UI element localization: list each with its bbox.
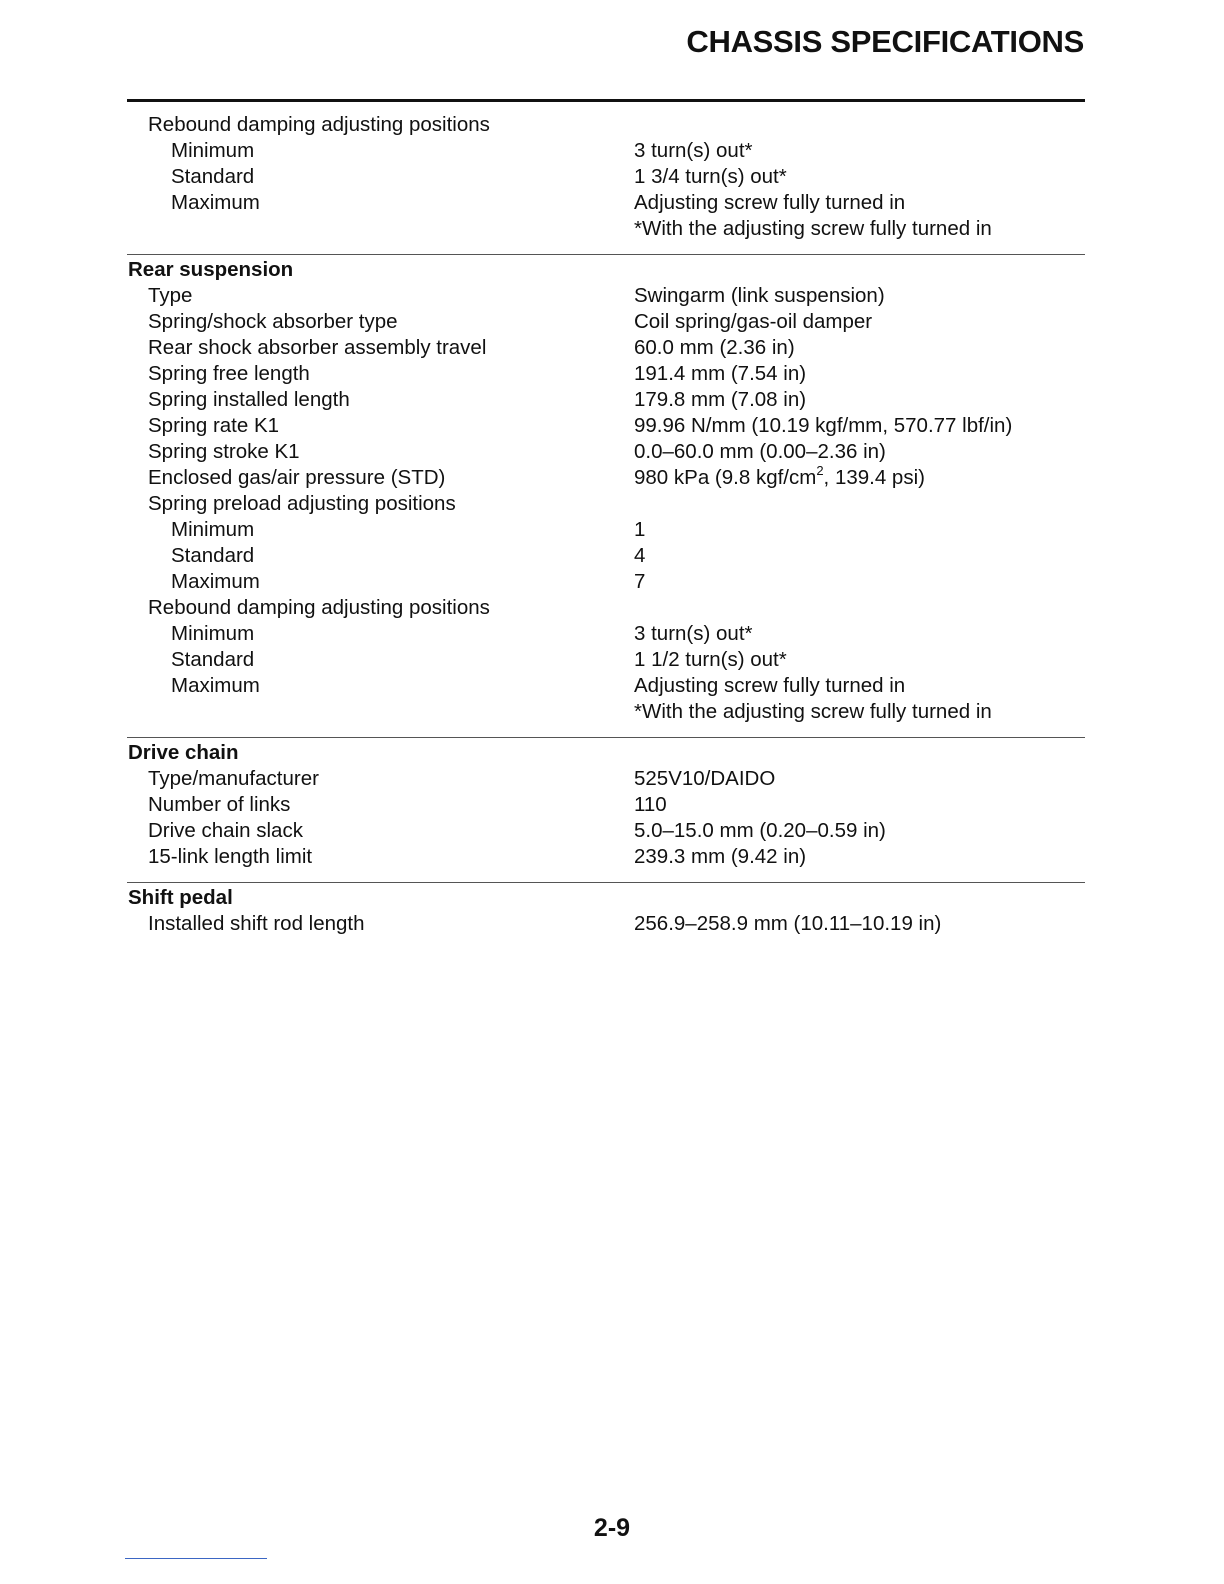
spec-row: [127, 699, 1085, 725]
spec-row: [127, 818, 1085, 844]
superscript-value: 2: [816, 463, 824, 478]
spec-value: [634, 465, 925, 491]
spec-note: *With the adjusting screw fully turned in: [634, 217, 992, 240]
spec-row: [127, 439, 1085, 465]
spec-row: [127, 595, 1085, 621]
spec-label: Maximum: [171, 674, 260, 697]
spec-row: [127, 309, 1085, 335]
spec-label: Minimum: [171, 518, 255, 541]
spec-value: Swingarm (link suspension): [634, 284, 885, 307]
spec-row: [127, 112, 1085, 138]
spec-table: [127, 112, 1085, 937]
spec-value: 3 turn(s) out*: [634, 622, 753, 645]
spec-label: 15-link length limit: [148, 845, 313, 868]
spec-row: [127, 164, 1085, 190]
spec-label: Spring/shock absorber type: [148, 310, 398, 333]
spec-label: Standard: [171, 165, 255, 188]
section-heading: Rear suspension: [128, 258, 294, 281]
spec-value: 1: [634, 518, 646, 541]
section-divider: [127, 882, 1085, 883]
spec-label: Standard: [171, 648, 255, 671]
spec-row: [127, 569, 1085, 595]
spec-note: *With the adjusting screw fully turned in: [634, 700, 992, 723]
spec-value: 5.0–15.0 mm (0.20–0.59 in): [634, 819, 886, 842]
spec-row: [127, 190, 1085, 216]
spec-value: 60.0 mm (2.36 in): [634, 336, 795, 359]
spec-row: [127, 138, 1085, 164]
spec-value: 1 3/4 turn(s) out*: [634, 165, 787, 188]
section-heading-shift-pedal: [127, 885, 1085, 911]
spec-label: Rebound damping adjusting positions: [148, 596, 490, 619]
spec-label: Spring installed length: [148, 388, 350, 411]
spec-row: [127, 647, 1085, 673]
spec-row: [127, 216, 1085, 242]
spec-row: [127, 465, 1085, 491]
spec-row: [127, 673, 1085, 699]
spec-label: Minimum: [171, 139, 255, 162]
spec-value: 525V10/DAIDO: [634, 767, 776, 790]
spec-value: 191.4 mm (7.54 in): [634, 362, 807, 385]
spec-label: Enclosed gas/air pressure (STD): [148, 466, 446, 489]
spec-value: 0.0–60.0 mm (0.00–2.36 in): [634, 440, 886, 463]
spec-label: Type: [148, 284, 193, 307]
spec-label: Spring rate K1: [148, 414, 280, 437]
spec-row: [127, 517, 1085, 543]
spec-value: 7: [634, 570, 646, 593]
spec-row: [127, 335, 1085, 361]
spec-value-part: , 139.4 psi): [823, 466, 925, 489]
spec-label: Type/manufacturer: [148, 767, 319, 790]
spec-label: Rear shock absorber assembly travel: [148, 336, 487, 359]
spec-label: Standard: [171, 544, 255, 567]
section-divider: [127, 737, 1085, 738]
spec-label: Rebound damping adjusting positions: [148, 113, 490, 136]
spec-label: Number of links: [148, 793, 291, 816]
spec-value: 110: [634, 793, 667, 816]
page-number: 2-9: [593, 1514, 631, 1542]
spec-value: 256.9–258.9 mm (10.11–10.19 in): [634, 912, 942, 935]
spec-label: Spring stroke K1: [148, 440, 300, 463]
spec-label: Minimum: [171, 622, 255, 645]
spec-label: Maximum: [171, 570, 260, 593]
spec-row: [127, 621, 1085, 647]
section-divider: [127, 254, 1085, 255]
spec-row: [127, 792, 1085, 818]
spec-label: Spring free length: [148, 362, 310, 385]
spec-row: [127, 413, 1085, 439]
spec-value: 4: [634, 544, 646, 567]
spec-value: Coil spring/gas-oil damper: [634, 310, 873, 333]
spec-row: [127, 844, 1085, 870]
spec-value: 1 1/2 turn(s) out*: [634, 648, 787, 671]
spec-value: 99.96 N/mm (10.19 kgf/mm, 570.77 lbf/in): [634, 414, 1013, 437]
spec-label: Maximum: [171, 191, 260, 214]
spec-row: [127, 283, 1085, 309]
footer-link-underline[interactable]: [125, 1558, 267, 1559]
spec-value: Adjusting screw fully turned in: [634, 674, 906, 697]
spec-row: [127, 766, 1085, 792]
header-rule: [127, 99, 1085, 102]
spec-row: [127, 491, 1085, 517]
section-heading-rear-suspension: [127, 257, 1085, 283]
spec-label: Installed shift rod length: [148, 912, 365, 935]
spec-label: Spring preload adjusting positions: [148, 492, 456, 515]
section-heading: Drive chain: [128, 741, 239, 764]
spec-value: 3 turn(s) out*: [634, 139, 753, 162]
section-heading: Shift pedal: [128, 886, 233, 909]
spec-row: [127, 387, 1085, 413]
section-heading-drive-chain: [127, 740, 1085, 766]
spec-label: Drive chain slack: [148, 819, 303, 842]
spec-value: 179.8 mm (7.08 in): [634, 388, 807, 411]
spec-row: [127, 911, 1085, 937]
spec-row: [127, 361, 1085, 387]
spec-value: Adjusting screw fully turned in: [634, 191, 906, 214]
page-title: CHASSIS SPECIFICATIONS: [686, 24, 1084, 59]
spec-value-part: 980 kPa (9.8 kgf/cm: [634, 466, 817, 489]
spec-value: 239.3 mm (9.42 in): [634, 845, 807, 868]
spec-row: [127, 543, 1085, 569]
